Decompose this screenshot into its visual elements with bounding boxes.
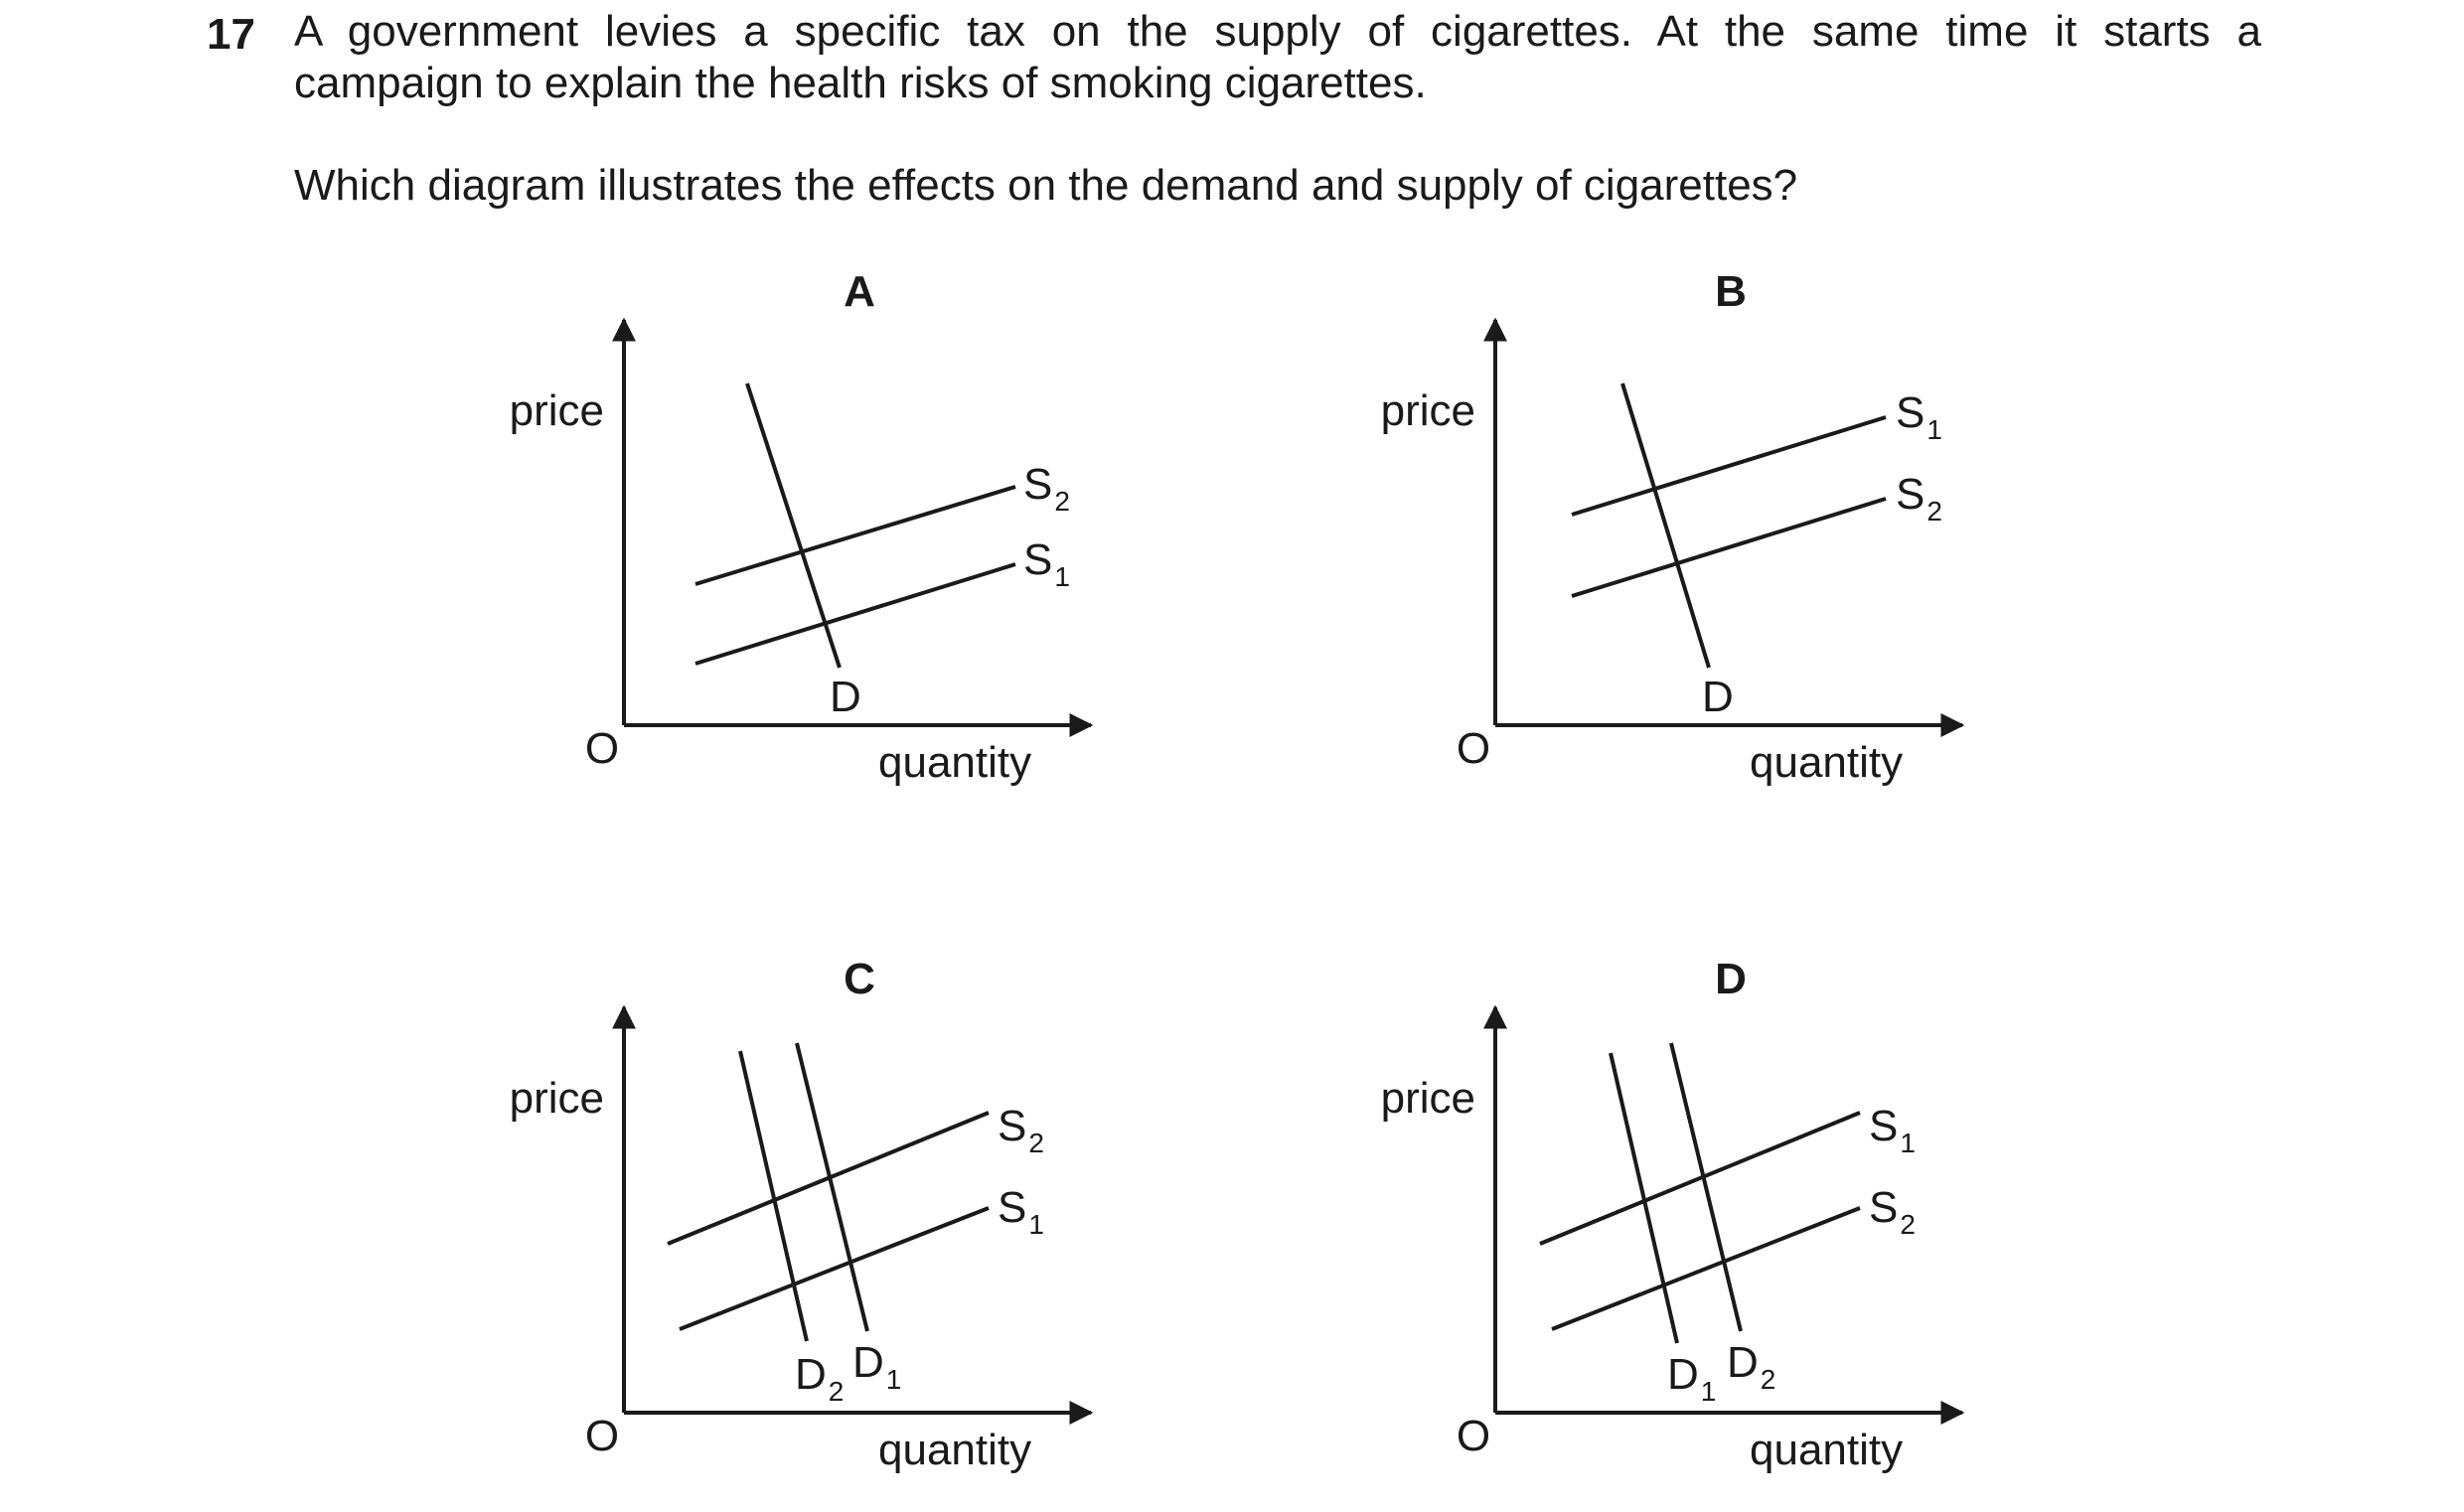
question-number: 17 — [207, 10, 255, 59]
question-prompt: Which diagram illustrates the effects on the demand and supply of cigarettes? — [294, 161, 1798, 210]
supply-curve-lower — [1552, 1208, 1860, 1329]
supply-curve-lower — [1572, 499, 1886, 596]
diagram-c — [510, 955, 1091, 1474]
supply-curve-upper — [695, 487, 1015, 584]
supply-label-upper: $S_1$ — [1869, 1102, 1916, 1158]
demand-label: D — [830, 673, 861, 721]
origin-label: O — [1456, 1412, 1491, 1460]
x-axis-label: quantity — [1750, 738, 1904, 787]
supply-curve-upper — [1572, 417, 1886, 515]
x-axis-label: quantity — [1750, 1426, 1904, 1474]
supply-curve-upper — [1540, 1113, 1860, 1244]
question-line-2: campaign to explain the health risks of smoking cigarettes. — [294, 59, 1427, 107]
supply-curve-lower — [680, 1208, 989, 1329]
supply-label-lower: $S_2$ — [1896, 470, 1942, 527]
diagram-letter: C — [844, 955, 875, 1003]
y-axis-label: price — [1380, 1074, 1475, 1123]
diagram-letter: D — [1715, 955, 1747, 1003]
y-axis-label: price — [1380, 386, 1475, 435]
demand-curve — [1611, 1053, 1677, 1343]
diagram-a — [510, 267, 1091, 787]
supply-label-upper: $S_2$ — [998, 1102, 1044, 1158]
question-line-1: A government levies a specific tax on the supply of cigarettes. At the same time it starts a — [294, 7, 2261, 56]
supply-label-upper: $S_1$ — [1896, 388, 1942, 445]
x-axis-label: quantity — [878, 1426, 1032, 1474]
demand-curve — [740, 1051, 807, 1341]
supply-label-lower: $S_1$ — [998, 1183, 1044, 1240]
y-axis-label: price — [509, 1074, 604, 1123]
supply-label-upper: $S_2$ — [1023, 460, 1070, 517]
supply-curve-lower — [695, 564, 1015, 664]
demand-label: $D_2$ — [795, 1350, 845, 1407]
diagram-letter: A — [844, 267, 875, 316]
diagram-letter: B — [1715, 267, 1747, 316]
origin-label: O — [584, 724, 620, 773]
demand-label: $D_1$ — [1667, 1350, 1717, 1407]
diagram-d — [1381, 955, 1962, 1474]
origin-label: O — [1456, 724, 1491, 773]
y-axis-label: price — [509, 386, 604, 435]
demand-label: $D_1$ — [852, 1338, 902, 1395]
demand-label: $D_2$ — [1727, 1338, 1776, 1395]
diagram-b — [1381, 267, 1962, 787]
supply-label-lower: $S_1$ — [1023, 535, 1070, 592]
demand-label: D — [1702, 673, 1734, 721]
supply-label-lower: $S_2$ — [1869, 1183, 1916, 1240]
demand-curve — [747, 383, 840, 668]
x-axis-label: quantity — [878, 738, 1032, 787]
demand-curve — [1622, 383, 1709, 668]
origin-label: O — [584, 1412, 620, 1460]
